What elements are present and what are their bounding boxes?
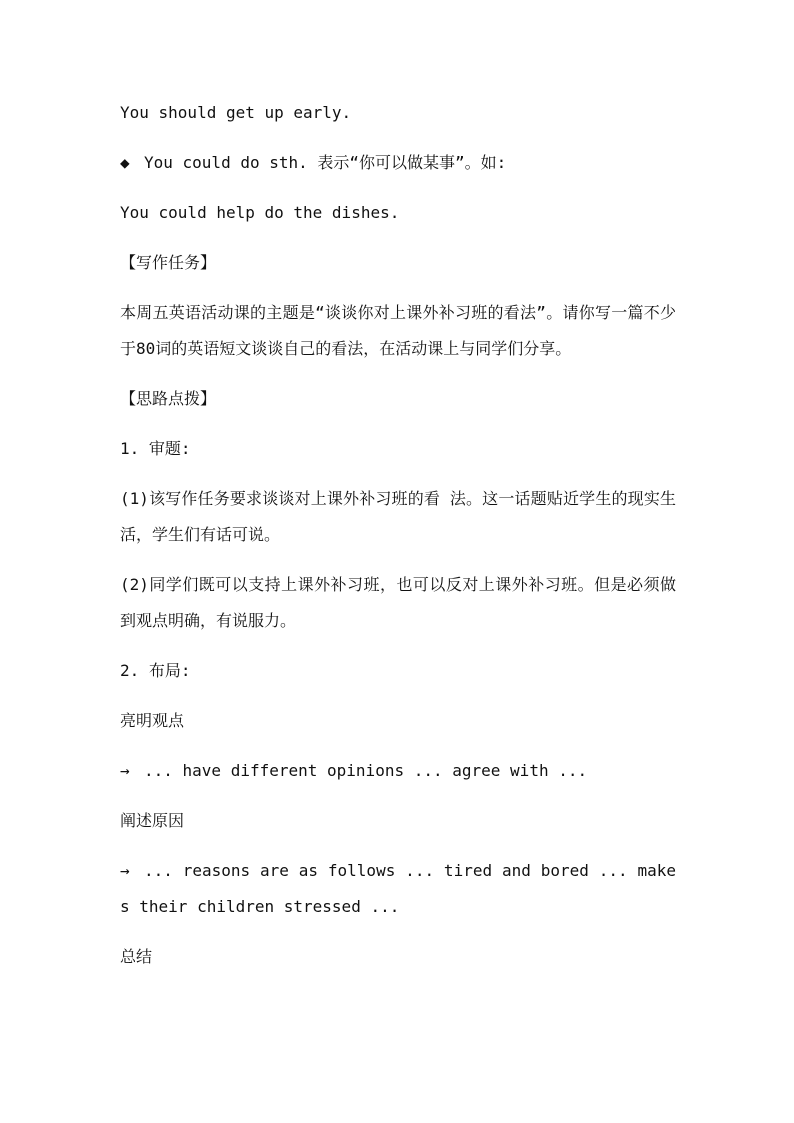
example-sentence-dishes: You could help do the dishes. [120,203,400,222]
section-heading-writing-task: 【写作任务】 [120,253,217,272]
writing-task-text: 本周五英语活动课的主题是“谈谈你对上课外补习班的看法”。请你写一篇不少于80词的英语短文谈谈自己的看法，在活动课上与同学们分享。 [120,303,676,358]
layout-part-summary: 总结 [120,947,153,966]
usage-note-text: You could do sth. 表示“你可以做某事”。如: [144,153,507,172]
example-sentence-early: You should get up early. [120,103,352,122]
layout-part-reasons: 阐述原因 [120,811,185,830]
diamond-bullet-icon: ◆ [120,153,130,172]
step-heading-review: 1. 审题: [120,439,191,458]
reasons-phrases-text: ... reasons are as follows ... tired and bored ... makes their children stressed ... [120,861,676,916]
review-point-1: (1)该写作任务要求谈谈对上课外补习班的看 法。这一话题贴近学生的现实生活，学生们有话可说。 [120,489,676,544]
step-heading-layout: 2. 布局: [120,661,191,680]
layout-viewpoint-phrases [120,753,676,789]
review-point-2: (2)同学们既可以支持上课外补习班，也可以反对上课外补习班。但是必须做到观点明确，有说服力。 [120,575,676,630]
arrow-right-icon: → [120,761,130,780]
document-page [120,95,676,989]
arrow-right-icon: → [120,861,130,880]
viewpoint-phrases-text: ... have different opinions ... agree with ... [144,761,588,780]
layout-reasons-phrases [120,853,676,925]
section-heading-approach: 【思路点拨】 [120,389,217,408]
layout-part-viewpoint: 亮明观点 [120,711,185,730]
usage-note-could [120,145,676,181]
